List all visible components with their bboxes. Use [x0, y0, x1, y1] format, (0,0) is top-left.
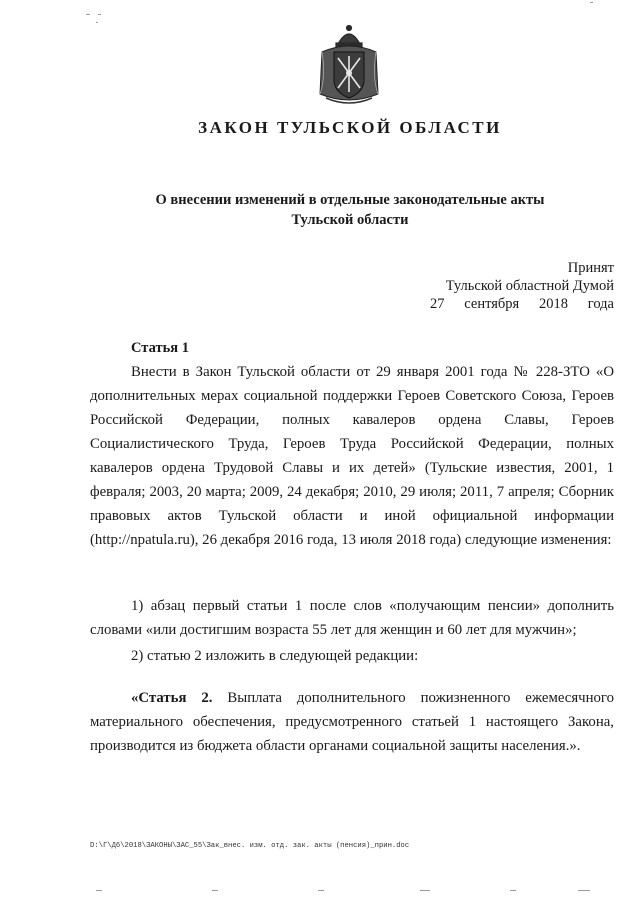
adoption-block: [414, 259, 614, 313]
law-subject: [70, 190, 630, 230]
adoption-year: 2018: [538, 296, 568, 312]
adoption-month: сентября: [464, 296, 520, 312]
law-subject-line-1: О внесении изменений в отдельные законодательные акты: [155, 192, 545, 208]
paragraph-intro: Внести в Закон Тульской области от 29 января 2001 года № 228-ЗТО «О дополнительных мерах социальной поддержки Героев Советского Союза, Героев Российской Федерации, полных кавалеров ордена Славы, Героев Социалистического Труда, Героев Труда Российской Федерации, полных кавалеров ордена Трудовой Славы и их детей» (Тульские известия, 2001, 1 февраля; 2003, 20 марта; 2009, 24 декабря; 2010, 29 июля; 2011, 7 апреля; Сборник правовых актов Тульской области и иной официальной информации (http://npatula.ru), 26 декабря 2016 года, 13 июля 2018 года) следующие изменения:: [90, 364, 614, 548]
quote-label: «Статья 2.: [131, 690, 213, 706]
coat-of-arms-icon: [316, 22, 382, 108]
quote-text: Выплата дополнительного пожизненного ежемесячного материального обеспечения, предусмотренного статьей 1 настоящего Закона, производится из бюджета области органами социальной защиты населения.».: [90, 690, 614, 754]
adopted-by: Тульской областной Думой: [445, 278, 614, 294]
law-subject-line-2: Тульской области: [291, 212, 409, 228]
footer-file-path: D:\Г\Д6\2018\ЗАКОНЫ\ЗАС_55\Зак_внес. изм. отд. зак. акты (пенсия)_прин.doc: [90, 842, 410, 850]
paragraph-item-1: 1) абзац первый статьи 1 после слов «получающим пенсии» дополнить словами «или достигшим возраста 55 лет для женщин и 60 лет для мужчин»;: [90, 598, 614, 638]
adoption-year-word: года: [587, 296, 614, 312]
adoption-date: [414, 295, 614, 313]
law-title: ЗАКОН ТУЛЬСКОЙ ОБЛАСТИ: [198, 118, 502, 137]
adopted-label: Принят: [567, 260, 614, 276]
article-heading: Статья 1: [131, 340, 189, 356]
paragraph-item-2: 2) статью 2 изложить в следующей редакции:: [131, 648, 419, 664]
paragraph-quote: [90, 686, 614, 758]
adoption-day: 27: [430, 296, 445, 312]
